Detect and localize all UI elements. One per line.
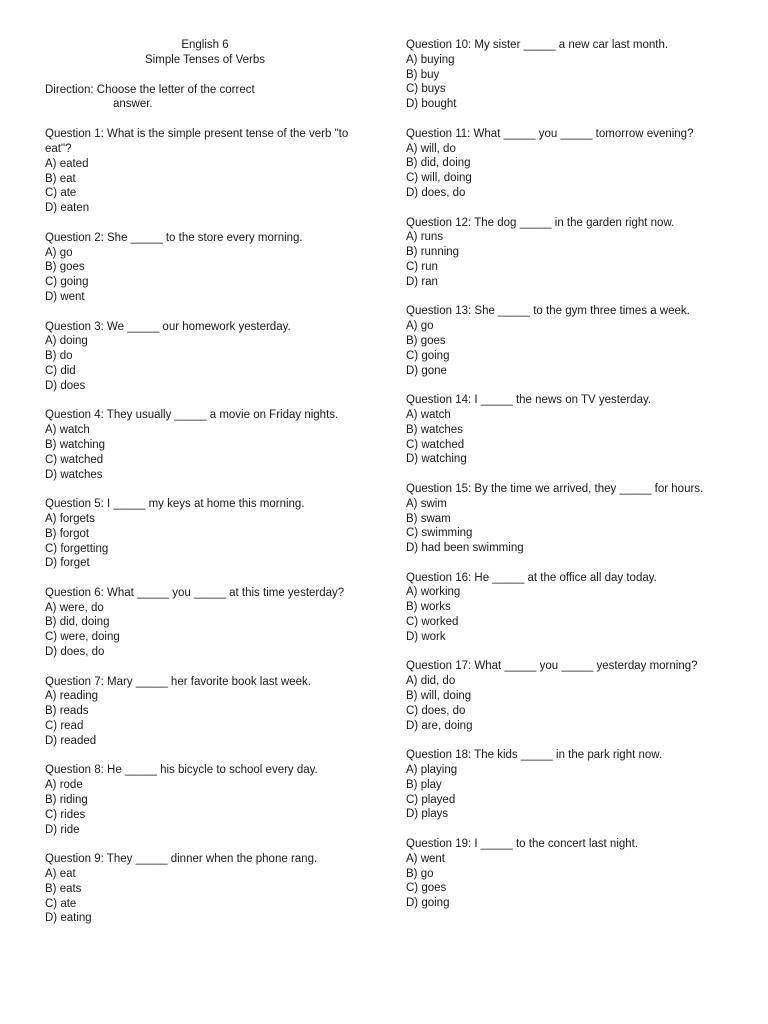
answer-option: C) were, doing [45,631,120,644]
answer-option: B) did, doing [45,616,110,629]
answer-option: A) will, do [406,142,456,155]
answer-option: B) goes [45,261,85,274]
answer-option: C) run [406,260,438,273]
direction-text [45,83,375,113]
question-11 [406,127,736,201]
question-4 [45,408,375,482]
answer-option: A) eated [45,157,89,170]
answer-option: C) going [406,349,450,362]
question-5 [45,497,375,571]
answer-option: C) forgetting [45,542,109,555]
answer-option: D) gone [406,364,447,377]
answer-option: B) eat [45,172,76,185]
left-question-list [45,127,375,926]
answer-option: D) watches [45,468,103,481]
question-1 [45,127,375,216]
answer-option: A) went [406,852,445,865]
question-3 [45,320,375,394]
answer-option: B) running [406,246,460,259]
answer-option: C) swimming [406,527,473,540]
answer-option: D) eating [45,912,92,925]
answer-option: C) buys [406,83,446,96]
question-16 [406,571,736,645]
answer-option: D) eaten [45,202,90,215]
question-2 [45,231,375,305]
question-prompt: Question 14: I _____ the news on TV yesterday. [406,394,652,407]
direction-line-2: answer. [113,98,153,111]
answer-option: D) work [406,630,446,643]
worksheet-title: Simple Tenses of Verbs [145,53,265,66]
question-prompt: Question 5: I _____ my keys at home this morning. [45,498,305,511]
answer-option: D) watching [406,453,467,466]
answer-option: D) going [406,897,450,910]
question-prompt: Question 8: He _____ his bicycle to school every day. [45,764,318,777]
answer-option: B) goes [406,334,446,347]
answer-option: A) go [45,246,73,259]
right-question-list [406,38,736,911]
answer-option: A) go [406,320,434,333]
question-prompt: Question 2: She _____ to the store every morning. [45,231,303,244]
answer-option: A) were, do [45,601,104,614]
course-title: English 6 [181,39,229,51]
answer-option: D) had been swimming [406,542,524,555]
question-prompt: Question 7: Mary _____ her favorite book last week. [45,675,311,688]
question-8 [45,763,375,837]
answer-option: D) are, doing [406,719,473,732]
answer-option: A) buying [406,53,455,66]
question-prompt: Question 6: What _____ you _____ at this time yesterday? [45,586,345,599]
answer-option: B) watching [45,438,106,451]
answer-option: C) played [406,793,456,806]
answer-option: B) works [406,601,451,614]
answer-option: B) do [45,350,73,363]
answer-option: A) swim [406,497,447,510]
answer-option: C) watched [406,438,465,451]
answer-option: A) rode [45,779,83,792]
answer-option: A) doing [45,335,88,348]
answer-option: D) does, do [45,646,105,659]
answer-option: D) forget [45,557,90,570]
answer-option: D) plays [406,808,449,821]
question-10 [406,38,736,112]
answer-option: C) going [45,276,89,289]
answer-option: B) eats [45,882,82,895]
answer-option: B) forgot [45,527,90,540]
question-prompt: Question 19: I _____ to the concert last night. [406,838,639,851]
answer-option: B) did, doing [406,157,471,170]
answer-option: D) does, do [406,186,466,199]
answer-option: C) watched [45,453,104,466]
answer-option: C) ate [45,897,77,910]
answer-option: D) went [45,290,85,303]
question-14 [406,393,736,467]
answer-option: B) buy [406,68,440,81]
answer-option: B) play [406,778,442,791]
question-prompt: Question 4: They usually _____ a movie on Friday nights. [45,409,339,422]
answer-option: A) watch [45,424,90,437]
answer-option: A) watch [406,408,451,421]
question-prompt: Question 16: He _____ at the office all day today. [406,571,657,584]
answer-option: A) working [406,586,461,599]
answer-option: D) bought [406,98,457,111]
answer-option: D) ran [406,275,438,288]
right-column [406,38,736,926]
document-header [45,38,365,68]
answer-option: A) runs [406,231,444,244]
answer-option: B) watches [406,423,463,436]
answer-option: A) reading [45,690,99,703]
question-12 [406,216,736,290]
question-17 [406,659,736,733]
answer-option: B) swam [406,512,451,525]
question-prompt: Question 15: By the time we arrived, they _____ for hours. [406,482,704,495]
question-18 [406,748,736,822]
answer-option: D) does [45,379,86,392]
answer-option: A) eat [45,868,76,881]
question-6 [45,586,375,660]
question-15 [406,482,736,556]
question-prompt: Question 3: We _____ our homework yesterday. [45,320,291,333]
answer-option: C) goes [406,882,447,895]
answer-option: A) did, do [406,675,456,688]
answer-option: D) readed [45,734,97,747]
answer-option: C) worked [406,616,459,629]
question-prompt: Question 13: She _____ to the gym three times a week. [406,305,690,318]
question-19 [406,837,736,911]
question-7 [45,675,375,749]
answer-option: D) ride [45,823,80,836]
answer-option: C) will, doing [406,172,472,185]
question-prompt: Question 11: What _____ you _____ tomorrow evening? [406,127,694,140]
answer-option: A) forgets [45,512,95,525]
answer-option: B) will, doing [406,690,472,703]
question-prompt: Question 9: They _____ dinner when the phone rang. [45,853,318,866]
direction-line-1: Direction: Choose the letter of the correct [45,83,255,96]
answer-option: C) did [45,364,76,377]
question-prompt: Question 18: The kids _____ in the park right now. [406,749,663,762]
answer-option: B) go [406,867,434,880]
answer-option: B) reads [45,705,89,718]
question-prompt: Question 17: What _____ you _____ yesterday morning? [406,660,698,673]
answer-option: C) ate [45,187,77,200]
answer-option: C) rides [45,808,86,821]
answer-option: B) riding [45,794,88,807]
question-9 [45,852,375,926]
answer-option: A) playing [406,764,458,777]
question-prompt: Question 1: What is the simple present tense of the verb "to eat"? [45,128,352,155]
answer-option: C) does, do [406,704,466,717]
question-prompt: Question 12: The dog _____ in the garden right now. [406,216,675,229]
question-13 [406,304,736,378]
answer-option: C) read [45,720,84,733]
question-prompt: Question 10: My sister _____ a new car last month. [406,39,669,51]
left-column [45,38,375,941]
